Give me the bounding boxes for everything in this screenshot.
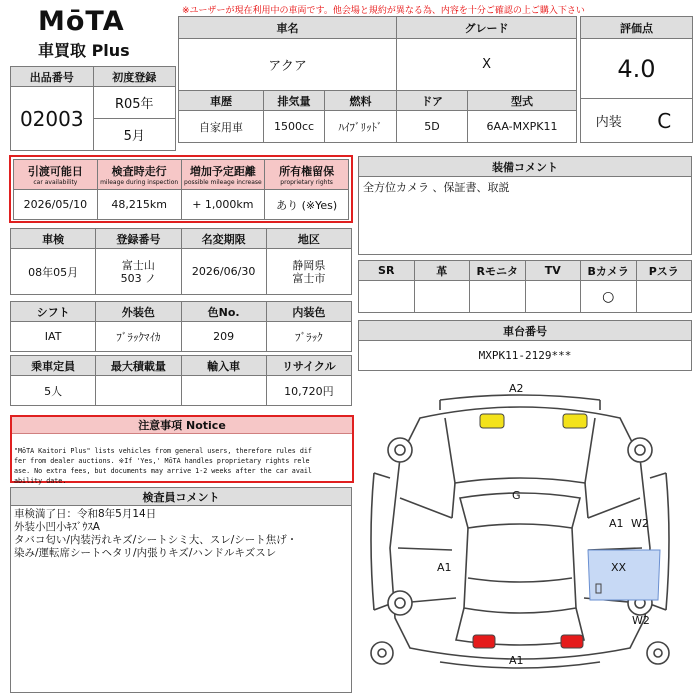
equipment-text: 全方位カメラ 、保証書、取説 <box>359 177 692 255</box>
registration-table <box>10 228 352 295</box>
chassis-value: MXPK11-2129*** <box>359 341 692 371</box>
car-damage-diagram <box>360 378 692 696</box>
inspector-title: 検査員コメント <box>11 488 352 506</box>
exterior-color-label: 外装色 <box>96 302 181 322</box>
displacement-label: 排気量 <box>264 91 325 111</box>
mota-logo: MōTA <box>38 6 125 37</box>
inspection-mileage-label: 検査時走行 mileage during inspection <box>97 160 181 190</box>
option-back-camera-label: Bカメラ <box>581 261 637 281</box>
option-rear-monitor-label: Rモニタ <box>470 261 526 281</box>
option-tv-label: TV <box>525 261 581 281</box>
equipment-title: 装備コメント <box>359 157 692 177</box>
option-sr-value <box>359 281 415 313</box>
grade-label: グレード <box>397 17 577 39</box>
mota-logo-subtitle: 車買取 Plus <box>38 41 130 60</box>
rear-left-lamp <box>473 635 495 648</box>
name-change-deadline-label: 名変期限 <box>181 229 266 249</box>
chassis-title: 車台番号 <box>359 321 692 341</box>
color-number-label: 色No. <box>181 302 266 322</box>
interior-value: C <box>637 99 693 143</box>
grade-value: X <box>397 39 577 91</box>
car-name-label: 車名 <box>179 17 397 39</box>
import-label: 輸入車 <box>181 356 266 376</box>
exterior-color-value: ﾌﾞﾗｯｸﾏｲｶ <box>96 322 181 352</box>
car-name-value: アクア <box>179 39 397 91</box>
diagram-label-a2: A2 <box>509 382 524 395</box>
recycle-label: リサイクル <box>266 356 351 376</box>
inspector-table <box>10 487 352 693</box>
specs-table <box>10 301 352 352</box>
mileage-increase: + 1,000km <box>181 190 265 220</box>
lot-number-value: 02003 <box>11 87 94 151</box>
capacity-table <box>10 355 352 406</box>
district-label: 地区 <box>266 229 351 249</box>
mileage-increase-label: 増加予定距離 possible mileage increase <box>181 160 265 190</box>
district-value: 静岡県 富士市 <box>266 249 351 295</box>
color-number-value: 209 <box>181 322 266 352</box>
proprietary-rights-label: 所有権留保 proprietary rights <box>265 160 349 190</box>
interior-color-label: 内装色 <box>266 302 351 322</box>
availability-label: 引渡可能日 car availability <box>14 160 98 190</box>
availability-date: 2026/05/10 <box>14 190 98 220</box>
shift-label: シフト <box>11 302 96 322</box>
options-table <box>358 260 692 313</box>
score-label: 評価点 <box>581 17 693 39</box>
reg-number-label: 登録番号 <box>96 229 181 249</box>
diagram-label-a1-left: A1 <box>437 561 452 574</box>
first-registration-label: 初度登録 <box>93 67 176 87</box>
import-value <box>181 376 266 406</box>
inspection-mileage: 48,215km <box>97 190 181 220</box>
shift-value: IAT <box>11 322 96 352</box>
front-right-lamp <box>563 414 587 428</box>
option-back-camera-value: ○ <box>581 281 637 313</box>
max-load-label: 最大積載量 <box>96 356 181 376</box>
notice-text: "MōTA Kaitori Plus" lists vehicles from general users, therefore rules dif fer from dealer auctions. ※If 'Yes,' MōTA handles proprietary rights rele ase. No extra fees, but documents may arrive 1-2 weeks after the car avail ability date. <box>14 447 312 485</box>
capacity-label: 乗車定員 <box>11 356 96 376</box>
diagram-label-xx: XX <box>611 561 627 574</box>
proprietary-rights: あり (※Yes) <box>265 190 349 220</box>
doors-value: 5D <box>397 111 468 143</box>
option-rear-monitor-value <box>470 281 526 313</box>
availability-table <box>13 159 349 220</box>
reg-number-value: 富士山 503 ノ <box>96 249 181 295</box>
diagram-label-a1-w2: A1 W2 <box>609 517 649 530</box>
top-notice: ※ユーザーが現在利用中の車両です。他会場と規約が異なる為、内容を十分ご確認の上ご購入下さい <box>182 6 585 16</box>
option-leather-label: 革 <box>414 261 470 281</box>
inspection-value: 08年05月 <box>11 249 96 295</box>
registration-month: 5月 <box>93 119 176 151</box>
diagram-label-w2: W2 <box>632 614 650 627</box>
lot-table <box>10 66 176 151</box>
score-table <box>580 16 693 143</box>
history-label: 車歴 <box>179 91 264 111</box>
front-left-lamp <box>480 414 504 428</box>
model-label: 型式 <box>468 91 577 111</box>
diagram-label-g: G <box>512 489 521 502</box>
chassis-table <box>358 320 692 371</box>
equipment-table <box>358 156 692 255</box>
lot-number-label: 出品番号 <box>11 67 94 87</box>
displacement-value: 1500cc <box>264 111 325 143</box>
inspector-text: 車検満了日：令和8年5月14日 外装小凹小ｷｽﾞｳｽA タバコ匂い/内装汚れキズ/シートシミ大、スレ/シート焦げ・ 染み/運転席シートヘタリ/内張りキズ/ハンドルキズスレ <box>11 506 352 693</box>
registration-year: R05年 <box>93 87 176 119</box>
inspection-label: 車検 <box>11 229 96 249</box>
interior-color-value: ﾌﾞﾗｯｸ <box>266 322 351 352</box>
history-value: 自家用車 <box>179 111 264 143</box>
score-value: 4.0 <box>581 39 693 99</box>
name-change-deadline: 2026/06/30 <box>181 249 266 295</box>
option-leather-value <box>414 281 470 313</box>
max-load-value <box>96 376 181 406</box>
doors-label: ドア <box>397 91 468 111</box>
option-tv-value <box>525 281 581 313</box>
fuel-value: ﾊｲﾌﾞﾘｯﾄﾞ <box>325 111 397 143</box>
option-sr-label: SR <box>359 261 415 281</box>
capacity-value: 5人 <box>11 376 96 406</box>
fuel-label: 燃料 <box>325 91 397 111</box>
rear-right-lamp <box>561 635 583 648</box>
option-power-slide-label: Pスラ <box>636 261 692 281</box>
recycle-value: 10,720円 <box>266 376 351 406</box>
model-value: 6AA-MXPK11 <box>468 111 577 143</box>
option-power-slide-value <box>636 281 692 313</box>
car-table <box>178 16 577 143</box>
diagram-label-a1-bottom: A1 <box>509 654 524 667</box>
interior-label: 内装 <box>581 99 637 143</box>
notice-title: 注意事項 Notice <box>12 417 352 434</box>
